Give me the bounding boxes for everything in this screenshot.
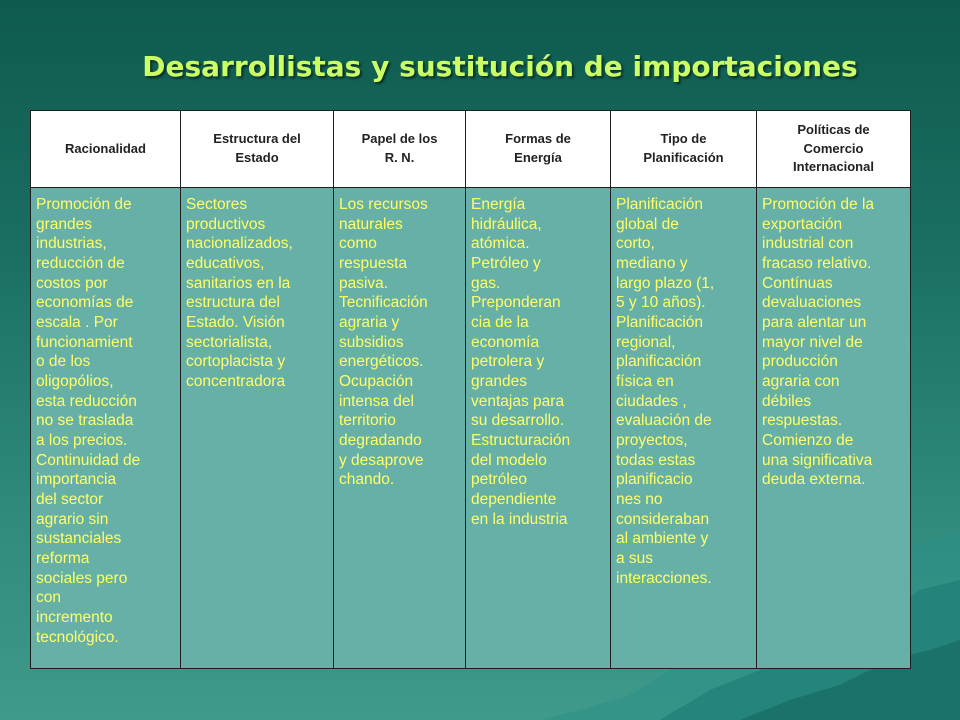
table-header-row bbox=[31, 111, 911, 188]
text-line: Papel de los bbox=[361, 131, 438, 147]
text-line: energéticos. bbox=[339, 353, 424, 371]
text-line: hidráulica, bbox=[471, 215, 542, 233]
text-line: costos por bbox=[36, 274, 108, 292]
header-estructura-del-estado bbox=[181, 111, 334, 188]
text-line: chando. bbox=[339, 471, 395, 489]
text-line: al ambiente y bbox=[616, 530, 709, 548]
text-line: fracaso relativo. bbox=[762, 255, 872, 273]
cell-papel-de-los-rn bbox=[334, 188, 466, 669]
text-line: 5 y 10 años). bbox=[616, 294, 706, 312]
text-line: del sector bbox=[36, 491, 104, 509]
text-line: Estado bbox=[235, 150, 279, 165]
text-line: Tipo de bbox=[660, 131, 707, 147]
text-line: educativos, bbox=[186, 255, 265, 273]
text-line: estructura del bbox=[186, 294, 280, 312]
text-line: débiles bbox=[762, 392, 812, 410]
text-line: funcionamient bbox=[36, 333, 133, 351]
table-row bbox=[31, 188, 911, 669]
text-line: Formas de bbox=[505, 131, 571, 147]
text-line: sectorialista, bbox=[186, 333, 273, 351]
header-politicas-de-comercio bbox=[757, 111, 911, 188]
text-line: Petróleo y bbox=[471, 255, 541, 273]
text-line: a los precios. bbox=[36, 432, 128, 450]
text-line: esta reducción bbox=[36, 392, 137, 410]
text-line: reducción de bbox=[36, 255, 125, 273]
text-line: economías de bbox=[36, 294, 134, 312]
text-line: sociales pero bbox=[36, 569, 128, 587]
text-line: o de los bbox=[36, 353, 91, 371]
text-line: regional, bbox=[616, 333, 676, 351]
header-formas-de-energia bbox=[466, 111, 611, 188]
text-line: Ocupación bbox=[339, 373, 414, 391]
text-line: degradando bbox=[339, 432, 422, 450]
cell-estructura-del-estado bbox=[181, 188, 334, 669]
text-line: sustanciales bbox=[36, 530, 122, 548]
text-line: respuesta bbox=[339, 255, 408, 273]
text-line: Continuidad de bbox=[36, 451, 141, 469]
text-line: Los recursos bbox=[339, 196, 428, 213]
text-line: Comienzo de bbox=[762, 432, 854, 450]
text-line: incremento bbox=[36, 609, 113, 627]
text-line: cia de la bbox=[471, 314, 529, 332]
text-line: evaluación de bbox=[616, 412, 712, 430]
text-line: sanitarios en la bbox=[186, 274, 291, 292]
text-line: Contínuas bbox=[762, 274, 833, 292]
text-line: dependiente bbox=[471, 491, 557, 509]
text-line: Racionalidad bbox=[65, 140, 146, 156]
text-line: grandes bbox=[471, 373, 528, 391]
header-tipo-de-planificacion bbox=[611, 111, 757, 188]
text-line: productivos bbox=[186, 215, 266, 233]
text-line: y desaprove bbox=[339, 451, 424, 469]
text-line: agraria y bbox=[339, 314, 400, 332]
text-line: largo plazo (1, bbox=[616, 274, 715, 292]
text-line: Planificación bbox=[616, 314, 704, 332]
text-line: ventajas para bbox=[471, 392, 565, 410]
text-line: naturales bbox=[339, 215, 403, 233]
text-line: todas estas bbox=[616, 451, 696, 469]
text-line: reforma bbox=[36, 550, 90, 568]
text-line: deuda externa. bbox=[762, 471, 866, 489]
text-line: industrial con bbox=[762, 235, 854, 253]
text-line: Estructura del bbox=[213, 131, 301, 147]
text-line: nes no bbox=[616, 491, 663, 509]
text-line: industrias, bbox=[36, 235, 107, 253]
text-line: Preponderan bbox=[471, 294, 561, 312]
text-line: pasiva. bbox=[339, 274, 389, 292]
text-line: producción bbox=[762, 353, 838, 371]
text-line: ciudades , bbox=[616, 392, 687, 410]
text-line: interacciones. bbox=[616, 569, 712, 587]
text-line: una significativa bbox=[762, 451, 873, 469]
text-line: corto, bbox=[616, 235, 655, 253]
text-line: consideraban bbox=[616, 510, 710, 528]
text-line: mediano y bbox=[616, 255, 688, 273]
text-line: a sus bbox=[616, 550, 654, 568]
text-line: Estado. Visión bbox=[186, 314, 285, 332]
text-line: territorio bbox=[339, 412, 396, 430]
text-line: agraria con bbox=[762, 373, 840, 391]
cell-formas-de-energia bbox=[466, 188, 611, 669]
text-line: Internacional bbox=[793, 159, 874, 175]
text-line: intensa del bbox=[339, 392, 414, 410]
text-line: Planificación bbox=[616, 196, 704, 213]
text-line: su desarrollo. bbox=[471, 412, 565, 430]
text-line: con bbox=[36, 589, 61, 607]
text-line: economía bbox=[471, 333, 540, 351]
text-line: Comercio bbox=[803, 140, 864, 156]
text-line: tecnológico. bbox=[36, 628, 119, 646]
text-line: nacionalizados, bbox=[186, 235, 293, 253]
text-line: agrario sin bbox=[36, 510, 109, 528]
text-line: cortoplacista y bbox=[186, 353, 286, 371]
cell-politicas-de-comercio bbox=[757, 188, 911, 669]
text-line: planificación bbox=[616, 353, 702, 371]
text-line: global de bbox=[616, 215, 679, 233]
text-line: oligopólios, bbox=[36, 373, 114, 391]
header-papel-de-los-rn bbox=[334, 111, 466, 188]
text-line: gas. bbox=[471, 274, 501, 292]
text-line: respuestas. bbox=[762, 412, 843, 430]
text-line: petróleo bbox=[471, 471, 528, 489]
text-line: en la industria bbox=[471, 510, 568, 528]
text-line: R. N. bbox=[384, 150, 415, 165]
text-line: planificacio bbox=[616, 471, 693, 489]
cell-racionalidad bbox=[31, 188, 181, 669]
header-racionalidad bbox=[31, 111, 181, 188]
text-line: proyectos, bbox=[616, 432, 688, 450]
text-line: Estructuración bbox=[471, 432, 571, 450]
text-line: del modelo bbox=[471, 451, 547, 469]
slide-title: Desarrollistas y sustitución de importaciones bbox=[142, 50, 858, 83]
text-line: mayor nivel de bbox=[762, 333, 863, 351]
text-line: Planificación bbox=[643, 150, 724, 165]
text-line: para alentar un bbox=[762, 314, 867, 332]
text-line: Energía bbox=[471, 196, 526, 213]
text-line: Energía bbox=[514, 150, 562, 165]
text-line: Políticas de bbox=[797, 121, 870, 137]
text-line: importancia bbox=[36, 471, 117, 489]
text-line: no se traslada bbox=[36, 412, 134, 430]
cell-tipo-de-planificacion bbox=[611, 188, 757, 669]
text-line: Tecnificación bbox=[339, 294, 428, 312]
text-line: escala . Por bbox=[36, 314, 118, 332]
comparison-table bbox=[30, 110, 911, 669]
text-line: Sectores bbox=[186, 196, 248, 213]
text-line: grandes bbox=[36, 215, 93, 233]
text-line: exportación bbox=[762, 215, 843, 233]
text-line: concentradora bbox=[186, 373, 286, 391]
text-line: Promoción de bbox=[36, 196, 132, 213]
text-line: atómica. bbox=[471, 235, 530, 253]
text-line: devaluaciones bbox=[762, 294, 862, 312]
text-line: petrolera y bbox=[471, 353, 545, 371]
text-line: como bbox=[339, 235, 377, 253]
text-line: Promoción de la bbox=[762, 196, 875, 213]
text-line: física en bbox=[616, 373, 674, 391]
text-line: subsidios bbox=[339, 333, 404, 351]
